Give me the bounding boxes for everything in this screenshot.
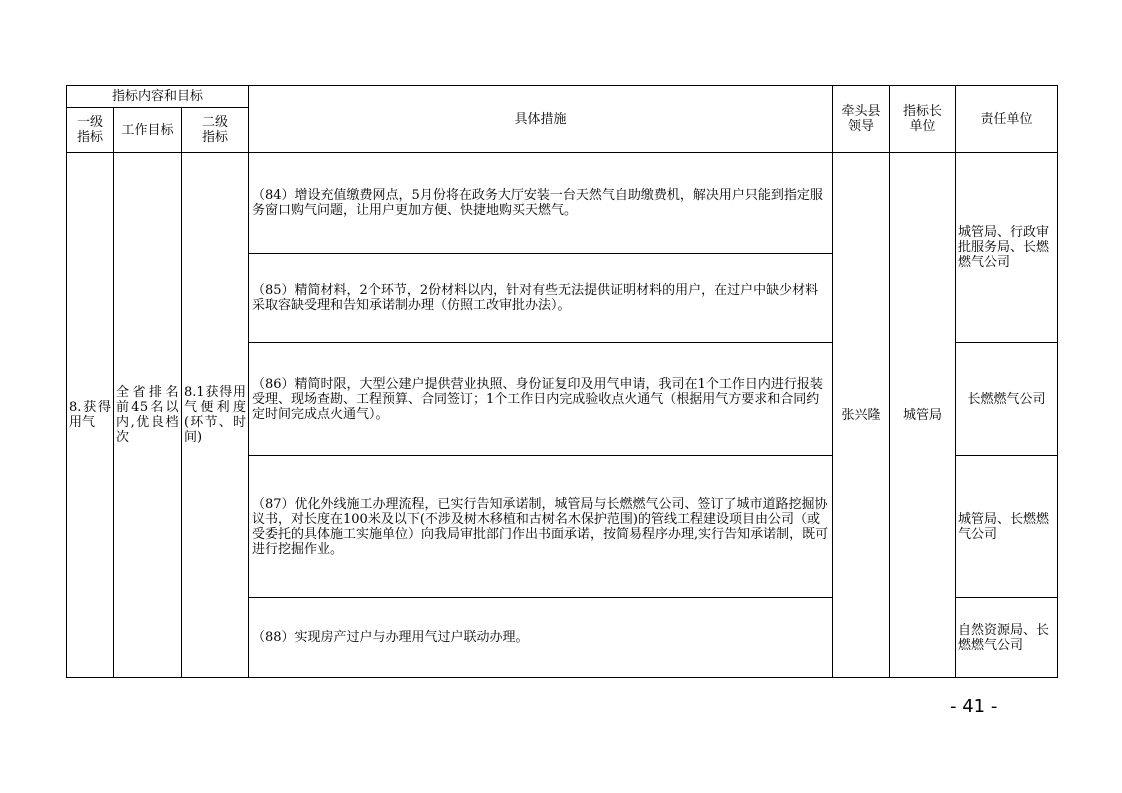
header-indicator-group: 指标内容和目标 [67, 86, 249, 108]
responsible-unit-2: 长燃燃气公司 [956, 343, 1058, 456]
measures-table [66, 85, 1058, 678]
measure-84: （84）增设充值缴费网点，5月份将在政务大厅安装一台天然气自助缴费机，解决用户只能到指定服务窗口购气问题，让用户更加方便、快捷地购买天燃气。 [249, 153, 833, 254]
header-measures: 具体措施 [249, 86, 833, 153]
header-owner-unit: 指标长单位 [890, 86, 956, 153]
owner-unit: 城管局 [890, 153, 956, 678]
responsible-unit-3: 城管局、长燃燃气公司 [956, 456, 1058, 598]
measure-87: （87）优化外线施工办理流程，已实行告知承诺制，城管局与长燃燃气公司、签订了城市道路挖掘协议书，对长度在100米及以下(不涉及树木移植和古树名木保护范围)的管线工程建设项目由公司（或受委托的具体施工实施单位）向我局审批部门作出书面承诺，按简易程序办理,实行告知承诺制，既可进行挖掘作业。 [249, 456, 833, 598]
level2-indicator: 8.1获得用气便利度(环节、时间) [182, 153, 249, 678]
header-level2: 二级指标 [182, 108, 249, 153]
measure-85: （85）精简材料，2个环节，2份材料以内，针对有些无法提供证明材料的用户，在过户中缺少材料采取容缺受理和告知承诺制办理（仿照工改审批办法）。 [249, 254, 833, 343]
measure-86: （86）精简时限，大型公建户提供营业执照、身份证复印及用气申请，我司在1个工作日内进行报装受理、现场查勘、工程预算、合同签订；1个工作日内完成验收点火通气（根据用气方要求和合同约定时间完成点火通气）。 [249, 343, 833, 456]
lead-leader: 张兴隆 [833, 153, 890, 678]
page-number: - 41 - [950, 696, 998, 717]
measure-88: （88）实现房产过户与办理用气过户联动办理。 [249, 598, 833, 678]
responsible-unit-4: 自然资源局、长燃燃气公司 [956, 598, 1058, 678]
header-responsible-unit: 责任单位 [956, 86, 1058, 153]
header-lead-leader: 牵头县领导 [833, 86, 890, 153]
responsible-unit-1: 城管局、行政审批服务局、长燃燃气公司 [956, 153, 1058, 343]
level1-indicator: 8.获得用气 [67, 153, 114, 678]
header-goal: 工作目标 [114, 108, 182, 153]
header-level1: 一级指标 [67, 108, 114, 153]
work-goal: 全省排名前45名以内,优良档次 [114, 153, 182, 678]
